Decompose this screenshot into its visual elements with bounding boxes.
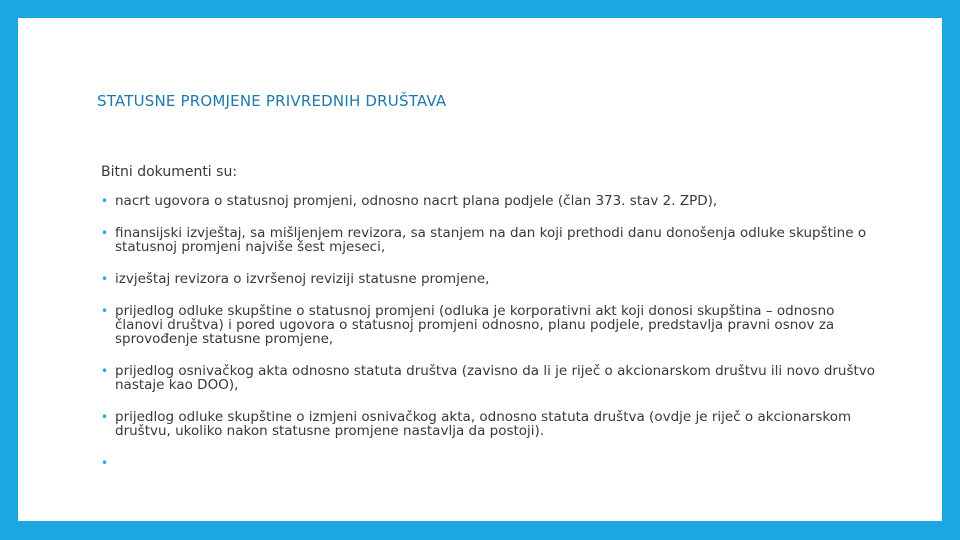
bullet-item: • prijedlog odluke skupštine o izmjeni osnivačkog akta, odnosno statuta društva (ovdje je riječ o akcionarskom društvu, ukoliko nakon statusne promjene nastavlja da postoji). bbox=[99, 410, 879, 438]
bullet-item: • finansijski izvještaj, sa mišljenjem revizora, sa stanjem na dan koji prethodi danu donošenja odluke skupštine o statusnoj promjeni najviše šest mjeseci, bbox=[99, 226, 879, 254]
bullet-item: • prijedlog odluke skupštine o statusnoj promjeni (odluka je korporativni akt koji donosi skupština – odnosno članovi društva) i pored ugovora o statusnoj promjeni odnosno, planu podjele, predstavlja pravni osnov za sprovođenje statusne promjene, bbox=[99, 304, 879, 346]
slide-canvas bbox=[18, 18, 942, 521]
bullet-list bbox=[99, 194, 879, 488]
bullet-item-empty bbox=[99, 456, 879, 470]
bullet-item: • nacrt ugovora o statusnoj promjeni, odnosno nacrt plana podjele (član 373. stav 2. ZPD), bbox=[99, 194, 879, 208]
bullet-item: • prijedlog osnivačkog akta odnosno statuta društva (zavisno da li je riječ o akcionarskom društvu ili novo društvo nastaje kao DOO), bbox=[99, 364, 879, 392]
intro-text: Bitni dokumenti su: bbox=[101, 164, 238, 180]
slide-title: STATUSNE PROMJENE PRIVREDNIH DRUŠTAVA bbox=[97, 92, 447, 110]
bullet-item: • izvještaj revizora o izvršenoj reviziji statusne promjene, bbox=[99, 272, 879, 286]
